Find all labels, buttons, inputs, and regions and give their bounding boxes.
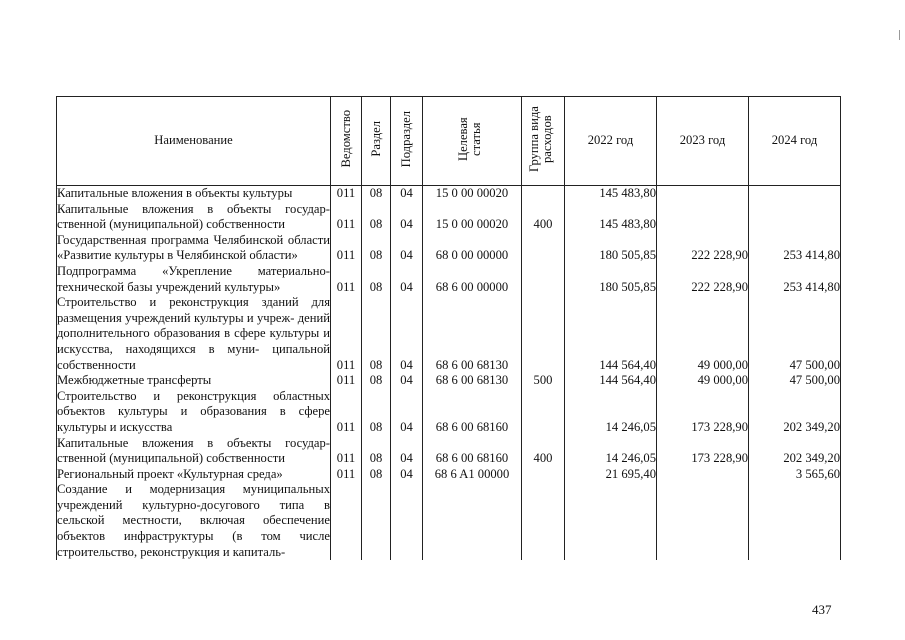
row-gruppa: [522, 389, 565, 436]
row-razdel: 08: [362, 186, 391, 202]
row-vedomstvo: 011: [331, 436, 362, 467]
row-name: Межбюджетные трансферты: [57, 373, 331, 389]
row-statya: 68 6 00 68130: [423, 295, 522, 373]
row-statya: 68 6 00 68160: [423, 389, 522, 436]
row-2023: 49 000,00: [657, 295, 749, 373]
row-name: Создание и модернизация муниципальных учреждений культурно-досугового типа в сельской местности, включая обеспечение объектов инфраструктуры (в том числе строительство, реконструкция и капиталь-: [57, 482, 330, 559]
row-razdel: 08: [362, 373, 391, 389]
table-row: [57, 482, 841, 560]
row-statya: 68 6 A1 00000: [423, 467, 522, 483]
row-2023: 222 228,90: [657, 233, 749, 264]
page-number: 437: [812, 602, 832, 617]
header-2022: 2022 год: [565, 97, 657, 186]
row-podrazdel: 04: [391, 467, 423, 483]
row-razdel: 08: [362, 436, 391, 467]
row-name: Подпрограмма «Укрепление материально- технической базы учреждений культуры»: [57, 263, 330, 294]
row-razdel: 08: [362, 264, 391, 295]
table-row: [57, 467, 841, 483]
row-razdel: 08: [362, 202, 391, 233]
row-2024: [749, 202, 841, 233]
row-2023: 173 228,90: [657, 389, 749, 436]
row-gruppa: [522, 295, 565, 373]
row-razdel: 08: [362, 389, 391, 436]
budget-table: [56, 96, 841, 560]
row-2022: 145 483,80: [565, 202, 657, 233]
row-statya: 68 6 00 68130: [423, 373, 522, 389]
row-gruppa: [522, 264, 565, 295]
row-2024: 47 500,00: [749, 295, 841, 373]
row-2024: 253 414,80: [749, 233, 841, 264]
row-gruppa: 400: [522, 202, 565, 233]
row-vedomstvo: [331, 482, 362, 560]
table-row: [57, 389, 841, 436]
row-2022: 144 564,40: [565, 295, 657, 373]
row-vedomstvo: 011: [331, 373, 362, 389]
row-razdel: 08: [362, 233, 391, 264]
row-2023: [657, 186, 749, 202]
row-podrazdel: 04: [391, 264, 423, 295]
table-row: [57, 233, 841, 264]
row-podrazdel: 04: [391, 202, 423, 233]
table-row: [57, 295, 841, 373]
row-statya: 68 6 00 00000: [423, 264, 522, 295]
row-2024: 253 414,80: [749, 264, 841, 295]
row-2024: [749, 482, 841, 560]
header-name: Наименование: [57, 97, 331, 186]
header-2023: 2023 год: [657, 97, 749, 186]
row-2022: 21 695,40: [565, 467, 657, 483]
row-statya: 68 0 00 00000: [423, 233, 522, 264]
row-razdel: [362, 482, 391, 560]
row-podrazdel: 04: [391, 389, 423, 436]
row-vedomstvo: 011: [331, 186, 362, 202]
row-vedomstvo: 011: [331, 264, 362, 295]
row-2022: 180 505,85: [565, 264, 657, 295]
row-2024: 202 349,20: [749, 436, 841, 467]
row-2023: [657, 467, 749, 483]
row-podrazdel: 04: [391, 436, 423, 467]
row-name: Государственная программа Челябинской области «Развитие культуры в Челябинской области»: [57, 232, 330, 263]
row-name: Капитальные вложения в объекты государ- ственной (муниципальной) собственности: [57, 435, 330, 466]
row-2024: 3 565,60: [749, 467, 841, 483]
row-2023: 222 228,90: [657, 264, 749, 295]
table-row: [57, 436, 841, 467]
row-2024: [749, 186, 841, 202]
row-2023: [657, 482, 749, 560]
header-gruppa: Группа вида расходов: [522, 97, 565, 186]
row-gruppa: [522, 186, 565, 202]
row-name: Строительство и реконструкция областных объектов культуры и образования в сфере культуры и искусства: [57, 388, 330, 434]
row-podrazdel: 04: [391, 295, 423, 373]
row-2022: 14 246,05: [565, 436, 657, 467]
row-name: Капитальные вложения в объекты государ- ственной (муниципальной) собственности: [57, 201, 330, 232]
row-razdel: 08: [362, 467, 391, 483]
row-gruppa: [522, 233, 565, 264]
row-2024: 47 500,00: [749, 373, 841, 389]
row-2022: [565, 482, 657, 560]
row-gruppa: 500: [522, 373, 565, 389]
table-row: [57, 264, 841, 295]
row-name: Капитальные вложения в объекты культуры: [57, 186, 331, 202]
row-razdel: 08: [362, 295, 391, 373]
row-podrazdel: 04: [391, 186, 423, 202]
row-vedomstvo: 011: [331, 295, 362, 373]
row-2022: 144 564,40: [565, 373, 657, 389]
row-2023: 173 228,90: [657, 436, 749, 467]
row-name: Региональный проект «Культурная среда»: [57, 467, 331, 483]
row-name: Строительство и реконструкция зданий для размещения учреждений культуры и учреж- дений дополнительного образования в сфере культуры и искусства, находящихся в муни- ципальной собственности: [57, 295, 330, 372]
row-vedomstvo: 011: [331, 202, 362, 233]
row-gruppa: 400: [522, 436, 565, 467]
row-vedomstvo: 011: [331, 233, 362, 264]
header-2024: 2024 год: [749, 97, 841, 186]
row-podrazdel: 04: [391, 373, 423, 389]
header-razdel: Раздел: [362, 97, 391, 186]
row-statya: 68 6 00 68160: [423, 436, 522, 467]
row-statya: 15 0 00 00020: [423, 186, 522, 202]
header-statya: Целевая статья: [423, 97, 522, 186]
row-2024: 202 349,20: [749, 389, 841, 436]
table-header-row: [57, 97, 841, 186]
row-2022: 14 246,05: [565, 389, 657, 436]
table-row: [57, 373, 841, 389]
row-2022: 180 505,85: [565, 233, 657, 264]
header-vedomstvo: Ведомство: [331, 97, 362, 186]
row-2023: [657, 202, 749, 233]
row-statya: [423, 482, 522, 560]
row-podrazdel: 04: [391, 233, 423, 264]
row-2022: 145 483,80: [565, 186, 657, 202]
row-2023: 49 000,00: [657, 373, 749, 389]
table-row: [57, 186, 841, 202]
row-vedomstvo: 011: [331, 389, 362, 436]
row-gruppa: [522, 482, 565, 560]
row-gruppa: [522, 467, 565, 483]
row-podrazdel: [391, 482, 423, 560]
scan-edge-mark: [899, 30, 900, 40]
header-podrazdel: Подраздел: [391, 97, 423, 186]
row-vedomstvo: 011: [331, 467, 362, 483]
table-row: [57, 202, 841, 233]
row-statya: 15 0 00 00020: [423, 202, 522, 233]
